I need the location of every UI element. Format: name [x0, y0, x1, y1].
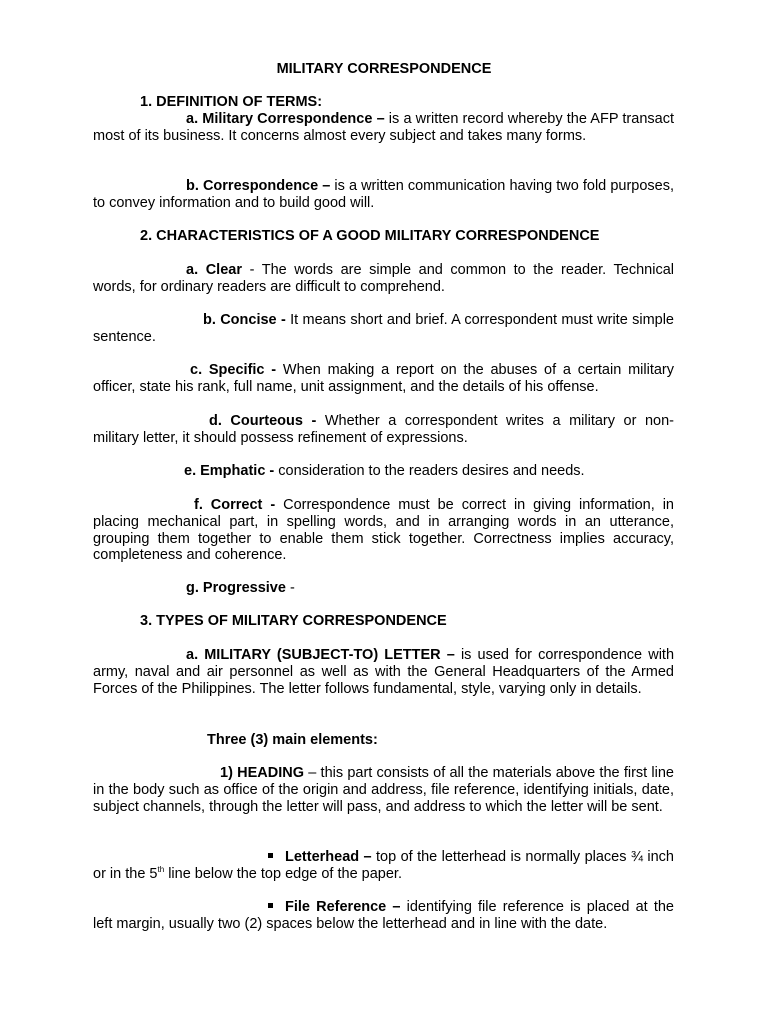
characteristic-d-text: Whether a correspondent writes a military or non-military letter, it should possess refinement of expressions.: [93, 413, 674, 446]
element-heading: [93, 765, 674, 815]
characteristic-e: [184, 463, 585, 479]
bullet-icon: [268, 903, 273, 908]
characteristic-g-text: -: [285, 580, 295, 596]
section-3-heading: 3. TYPES OF MILITARY CORRESPONDENCE: [140, 613, 447, 629]
letterhead-superscript: th: [157, 864, 165, 874]
definition-b-text: is a written communication having two fold purposes, to convey information and to build good will.: [93, 178, 674, 211]
characteristic-c: [93, 362, 674, 396]
characteristic-c-text: When making a report on the abuses of a certain military officer, state his rank, full name, unit assignment, and the details of his offense.: [93, 362, 674, 395]
type-a-label: a. MILITARY (SUBJECT-TO) LETTER –: [186, 647, 455, 663]
letterhead-label: Letterhead –: [285, 849, 372, 865]
elements-heading: Three (3) main elements:: [207, 732, 378, 748]
file-reference-item: [93, 899, 674, 933]
definition-b-label: b. Correspondence –: [186, 178, 331, 194]
element-heading-label: 1) HEADING: [220, 765, 304, 781]
section-1-heading: 1. DEFINITION OF TERMS:: [140, 94, 323, 110]
characteristic-b-text: It means short and brief. A correspondent must write simple sentence.: [93, 312, 674, 345]
characteristic-b-label: b. Concise -: [203, 312, 286, 328]
characteristic-f: [93, 497, 674, 564]
element-heading-text: – this part consists of all the materials above the first line in the body such as office of the origin and address, file reference, identifying initials, date, subject channels, through the letter will pass, and address to which the letter will be sent.: [93, 765, 674, 815]
characteristic-g-label: g. Progressive: [186, 580, 286, 596]
characteristic-b: [93, 312, 674, 346]
characteristic-e-text: consideration to the readers desires and needs.: [274, 463, 585, 479]
characteristic-d: [93, 413, 674, 447]
definition-a-label: a. Military Correspondence –: [186, 111, 385, 127]
letterhead-text-1: top of the letterhead is normally places ¾ inch or in the 5: [93, 849, 674, 882]
file-reference-label: File Reference –: [285, 899, 401, 915]
characteristic-a: [93, 262, 674, 296]
letterhead-item: [93, 849, 674, 883]
characteristic-c-label: c. Specific -: [190, 362, 277, 378]
definition-a: [93, 111, 674, 145]
characteristic-a-label: a. Clear: [186, 262, 242, 278]
characteristic-e-label: e. Emphatic -: [184, 463, 275, 479]
characteristic-f-text: Correspondence must be correct in giving information, in placing mechanical part, in spelling words, and in arranging words in an utterance, grouping them together to enable them stick together. Correctness implies accuracy, completeness and coherence.: [93, 497, 674, 564]
characteristic-g: [186, 580, 295, 596]
definition-a-text: is a written record whereby the AFP transact most of its business. It concerns almost every subject and takes many forms.: [93, 111, 674, 144]
document-title: MILITARY CORRESPONDENCE: [276, 61, 492, 77]
type-a-text: is used for correspondence with army, naval and air personnel as well as with the General Headquarters of the Armed Forces of the Philippines. The letter follows fundamental, style, varying only in details.: [93, 647, 675, 697]
file-reference-text: identifying file reference is placed at the left margin, usually two (2) spaces below the letterhead and in line with the date.: [93, 899, 674, 932]
bullet-icon: [268, 853, 273, 858]
characteristic-a-text: - The words are simple and common to the reader. Technical words, for ordinary readers are difficult to comprehend.: [93, 262, 674, 295]
type-a: [93, 647, 674, 697]
letterhead-text-2: line below the top edge of the paper.: [164, 865, 402, 882]
characteristic-f-label: f. Correct -: [194, 497, 276, 513]
section-2-heading: 2. CHARACTERISTICS OF A GOOD MILITARY CORRESPONDENCE: [140, 228, 600, 244]
characteristic-d-label: d. Courteous -: [209, 413, 317, 429]
definition-b: [93, 178, 674, 212]
